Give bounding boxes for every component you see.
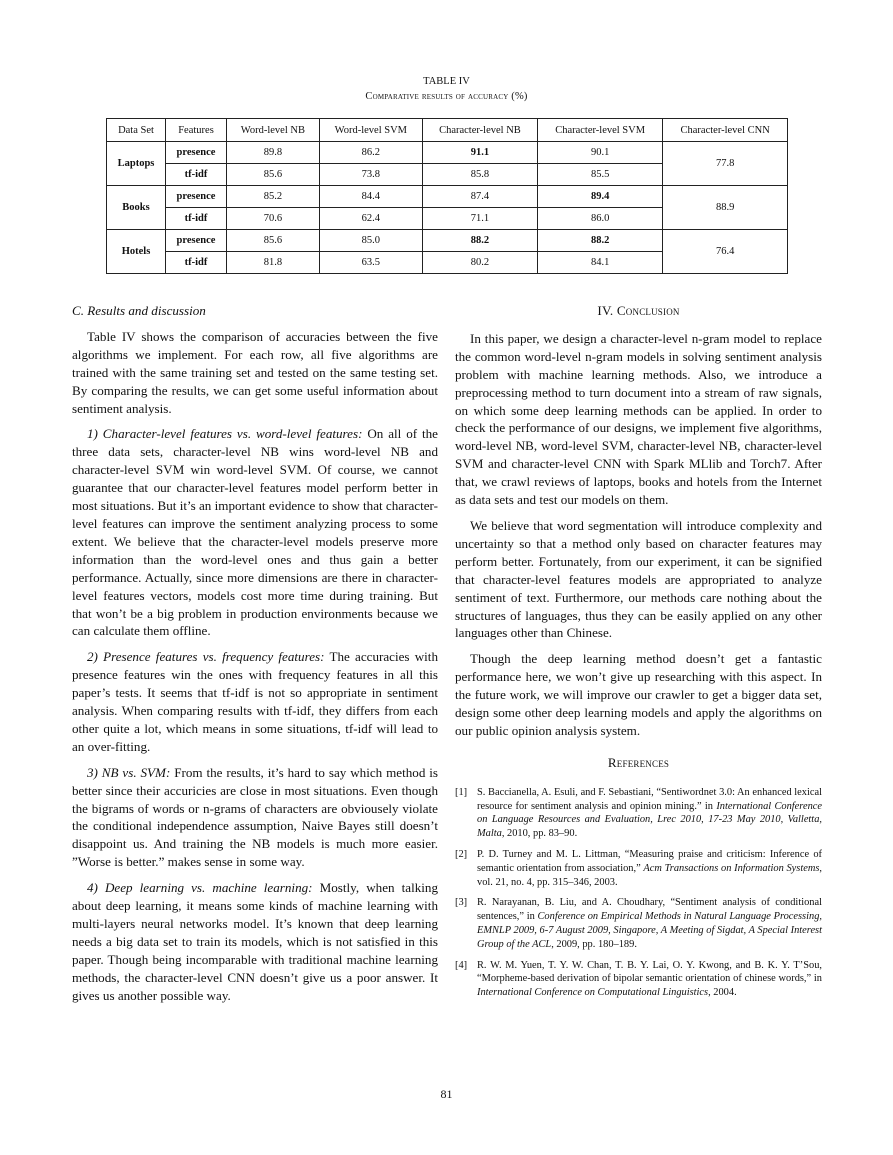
reference-text xyxy=(477,848,822,889)
header-cell: Character-level NB xyxy=(422,119,537,142)
value-cell: 84.4 xyxy=(319,186,422,208)
reference-details: , 2009, pp. 180–189. xyxy=(551,938,637,950)
value-cell: 85.5 xyxy=(537,164,662,186)
reference-venue: International Conference on Computational Linguistics xyxy=(477,987,709,999)
value-cell: 80.2 xyxy=(422,252,537,274)
section-heading-results: C. Results and discussion xyxy=(72,303,206,318)
subsection-heading: 2) Presence features vs. frequency features: xyxy=(87,649,325,665)
paragraph-text: Mostly, when talking about deep learning, it means some kinds of machine learning with multi-layers neural networks model. It’s known that deep learning needs a big data set to train its models, which is not satisfied in this paper. Though being incomparable with traditional machine learning methods, the character-level CNN doesn’t give us a poor answer. It gives us another possible way. xyxy=(72,880,438,1003)
table-row xyxy=(107,230,788,252)
subsection-heading: 3) NB vs. SVM: xyxy=(87,764,171,780)
value-cell: 70.6 xyxy=(227,208,320,230)
subsection-heading: 4) Deep learning vs. machine learning: xyxy=(87,880,313,896)
paragraph-text: The accuracies with presence features win the ones with frequency features in all this paper’s tests. It seems that tf-idf is not so appropriate in sentiment analysis. When comparing results with tf-idf, they differs from each other quite a lot, which means in some situations, tf-idf will lead to an over-fitting. xyxy=(72,649,438,754)
value-cell: 86.0 xyxy=(537,208,662,230)
reference-authors-title: S. Baccianella, A. Esuli, and F. Sebastiani, “Sentiwordnet 3.0: An enhanced lexical resource for sentiment analysis and opinion mining.” in xyxy=(477,786,822,812)
value-cell: 85.2 xyxy=(227,186,320,208)
header-cell: Word-level NB xyxy=(227,119,320,142)
value-cell: 86.2 xyxy=(319,142,422,164)
header-cell: Features xyxy=(166,119,227,142)
dataset-cell: Books xyxy=(107,186,166,230)
reference-item xyxy=(455,896,822,951)
table-row xyxy=(107,186,788,208)
reference-number: [1] xyxy=(455,786,468,798)
reference-authors-title: R. W. M. Yuen, T. Y. W. Chan, T. B. Y. Lai, O. Y. Kwong, and B. K. Y. T’Sou, “Morpheme-based derivation of bipolar semantic orientation of chinese words,” in xyxy=(477,959,822,985)
paragraph-text: From the results, it’s hard to say which method is better since their accuricies are close in most situations. Even though the bigrams of words or n-grams of characters are obviousely violate the conditional independence assumption, Naive Bayes still doesn’t disappoint us. And training the NB models is much more easier. ”Worse is better.” makes sense in some way. xyxy=(72,764,438,870)
value-cell-best: 89.4 xyxy=(537,186,662,208)
header-cell: Data Set xyxy=(107,119,166,142)
table-header-row xyxy=(107,119,788,142)
reference-number: [3] xyxy=(455,897,468,909)
feature-cell: presence xyxy=(166,230,227,252)
reference-text xyxy=(477,896,822,951)
references-heading: References xyxy=(607,754,670,770)
paragraph-conclusion-2: We believe that word segmentation will introduce complexity and uncertainty so that a method only based on character features may perform better. Fortunately, from our experiment, it can be signified that character-level features models are appropriated to analyze sentiment of text. Furthermore, our methods care nothing about the structures of languages, thus they can be easily applied on any other languages other than Chinese. xyxy=(455,517,822,641)
reference-item xyxy=(455,848,822,889)
value-cell: 87.4 xyxy=(422,186,537,208)
dataset-cell: Hotels xyxy=(107,230,166,274)
paragraph-conclusion-1: In this paper, we design a character-level n-gram model to replace the common word-level n-gram models in solving sentiment analysis problem with machine learning methods. Also, we introduce a preprocessing method to turn document into a stream of raw signals, on which some deep learning methods can be applied. In order to check the performance of our designs, we implement five algorithms, word-level NB, word-level SVM, character-level NB, character-level SVM and character-level CNN with Spark MLlib and Torch7. After that, we crawl reviews of laptops, books and hotels from the Internet as data sets and test our models on them. xyxy=(455,330,822,508)
value-cell: 90.1 xyxy=(537,142,662,164)
reference-authors-title: R. Narayanan, B. Liu, and A. Choudhary, “Sentiment analysis of conditional sentences,” in xyxy=(477,897,822,923)
feature-cell: tf-idf xyxy=(166,164,227,186)
header-cell: Character-level CNN xyxy=(663,119,788,142)
cnn-cell: 88.9 xyxy=(663,186,788,230)
results-table xyxy=(106,118,788,274)
table-row xyxy=(107,142,788,164)
feature-cell: presence xyxy=(166,142,227,164)
left-column xyxy=(72,302,438,1005)
page-number: 81 xyxy=(440,1087,453,1101)
reference-item xyxy=(455,959,822,1000)
feature-cell: tf-idf xyxy=(166,208,227,230)
paragraph-nb-vs-svm xyxy=(72,764,438,871)
references-list xyxy=(455,786,822,1000)
value-cell-best: 88.2 xyxy=(537,230,662,252)
cnn-cell: 76.4 xyxy=(663,230,788,274)
reference-details: , 2010, pp. 83–90. xyxy=(501,828,578,840)
value-cell: 81.8 xyxy=(227,252,320,274)
right-column xyxy=(455,302,822,1007)
reference-venue: International Conference on Language Resources and Evaluation, Lrec 2010, 17-23 May 2010, Valletta, Malta xyxy=(477,800,822,840)
value-cell: 85.6 xyxy=(227,230,320,252)
header-cell: Word-level SVM xyxy=(319,119,422,142)
feature-cell: presence xyxy=(166,186,227,208)
paragraph-intro: Table IV shows the comparison of accuracies between the five algorithms we implement. For each row, all five algorithms are trained with the same training set and tested on the same testing set. By comparing the results, we can get some useful information about sentiment analysis. xyxy=(72,328,438,416)
value-cell: 89.8 xyxy=(227,142,320,164)
section-heading-conclusion: IV. Conclusion xyxy=(597,303,680,318)
value-cell: 84.1 xyxy=(537,252,662,274)
reference-authors-title: P. D. Turney and M. L. Littman, “Measuring praise and criticism: Inference of semantic orientation from association,” xyxy=(477,848,822,874)
value-cell: 85.0 xyxy=(319,230,422,252)
reference-details: , 2004. xyxy=(708,987,737,999)
subsection-heading: 1) Character-level features vs. word-level features: xyxy=(87,426,363,442)
reference-text xyxy=(477,786,822,841)
table-caption xyxy=(0,74,893,104)
cnn-cell: 77.8 xyxy=(663,142,788,186)
value-cell: 63.5 xyxy=(319,252,422,274)
paragraph-deep-vs-machine xyxy=(72,879,438,1004)
value-cell: 62.4 xyxy=(319,208,422,230)
table-label: TABLE IV xyxy=(423,76,470,87)
value-cell: 85.8 xyxy=(422,164,537,186)
paragraph-char-vs-word xyxy=(72,425,438,640)
reference-details: , vol. 21, no. 4, pp. 315–346, 2003. xyxy=(477,862,822,888)
value-cell-best: 88.2 xyxy=(422,230,537,252)
paragraph-text: On all of the three data sets, character-level NB wins word-level NB and character-level SVM win word-level SVM. Of course, we cannot guarantee that our character-level features model perform better in most situations. But it’s an important evidence to show that character-level features can improve the sentiment analyzing process to some extent. We believe that the character-level models preserve more information than the word-level ones and thus gain a better performance. Actually, since more dimensions are there in character-level features vectors, models cost more time during training. But that won’t be a big problem in production environments because we can calculate them offline. xyxy=(72,426,438,639)
value-cell: 73.8 xyxy=(319,164,422,186)
value-cell-best: 91.1 xyxy=(422,142,537,164)
paragraph-presence-vs-frequency xyxy=(72,648,438,755)
value-cell: 85.6 xyxy=(227,164,320,186)
reference-text xyxy=(477,959,822,1000)
value-cell: 71.1 xyxy=(422,208,537,230)
reference-item xyxy=(455,786,822,841)
reference-venue: Acm Transactions on Information Systems xyxy=(643,862,820,874)
paragraph-conclusion-3: Though the deep learning method doesn’t get a fantastic performance here, we won’t give up researching with this aspect. In the future work, we will improve our crawler to get a bigger data set, design some other deep learning models and apply the algorithms on our public opinion analysis system. xyxy=(455,651,822,738)
reference-number: [2] xyxy=(455,848,468,860)
reference-venue: Conference on Empirical Methods in Natural Language Processing, EMNLP 2009, 6-7 August 2009, Singapore, A Meeting of Sigdat, A Special Interest Group of the ACL xyxy=(477,911,822,950)
dataset-cell: Laptops xyxy=(107,142,166,186)
header-cell: Character-level SVM xyxy=(537,119,662,142)
feature-cell: tf-idf xyxy=(166,252,227,274)
table-title: Comparative results of accuracy (%) xyxy=(365,91,528,102)
reference-number: [4] xyxy=(455,959,468,971)
